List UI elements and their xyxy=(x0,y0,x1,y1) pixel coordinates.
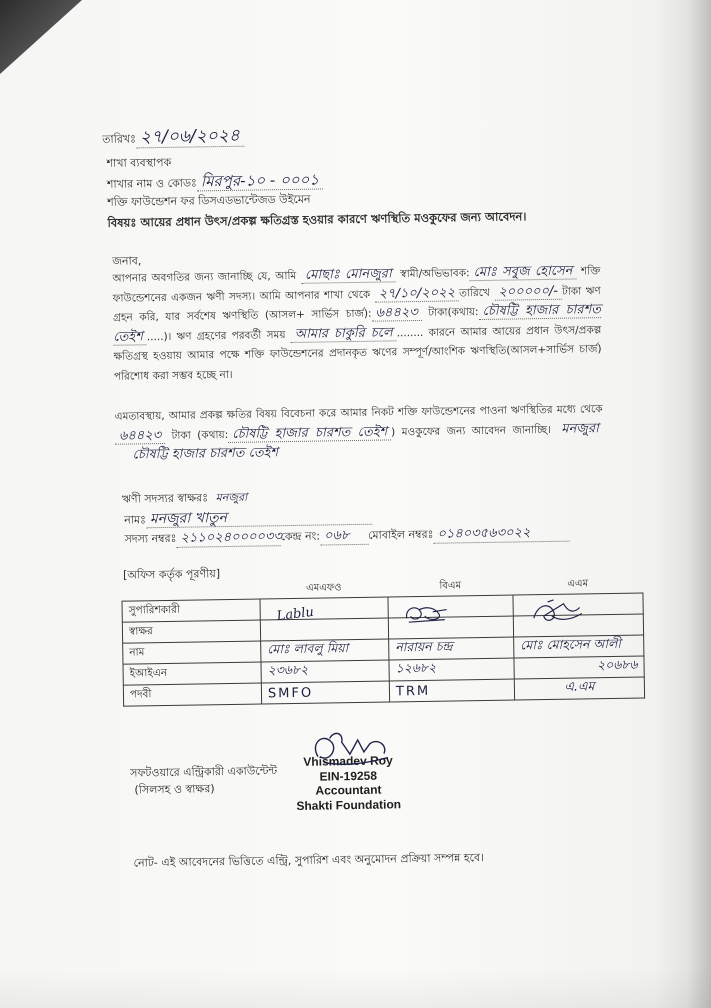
applicant-name: মোছাঃ মোনজুরা xyxy=(301,266,396,283)
stamp-ein: EIN-19258 xyxy=(319,768,378,784)
ein-am xyxy=(514,656,644,679)
row-label-ein: ইআইএন xyxy=(123,662,261,685)
name-am xyxy=(514,635,644,658)
member-id: ২১১০২৪০০০০৩৩ xyxy=(176,529,280,548)
designation-mfo-value: SMFO xyxy=(267,685,314,701)
branch-line xyxy=(107,171,323,192)
paragraph-2 xyxy=(114,400,603,466)
center-number: ০৬৮ xyxy=(320,528,368,546)
p1-text-1: আপনার অবগতির জন্য জানাচ্ছি যে, আমি xyxy=(112,269,297,285)
p1-text-2: স্বামী/অভিভাবক: xyxy=(400,267,470,281)
branch-label: শাখার নাম ও কোডঃ xyxy=(106,176,197,191)
signature-am-cell xyxy=(513,614,643,637)
member-name: মনজুরা খাতুন xyxy=(146,508,372,529)
row-label-recommender: সুপারিশকারী xyxy=(122,599,260,622)
footer-note: নোট- এই আবেদনের ভিত্তিতে এন্ট্রি, সুপারিশ এবং অনুমোদন প্রক্রিয়া সম্পন্ন হবে। xyxy=(133,851,485,870)
p1-text-6: টাকা(কথায়: xyxy=(428,306,479,319)
p1-text-8: ........ কারনে আমার আয়ের প্রধান উৎস/প্রকল্প ক্ষতিগ্রস্থ হওয়ায় আমার পক্ষে শক্তি ফাউন্ডেশনের প্রদানকৃত ঋণের সম্পূর্ণ/আংশিক ঋণস্থিতি(আসল+সার্ভিস চার্জ) পরিশোধ করা সম্ভব হচ্ছে না। xyxy=(113,323,602,383)
designation-bm xyxy=(389,679,514,702)
p1-text-7: .....)। ঋণ গ্রহণের পরবর্তী সময় xyxy=(146,328,286,343)
subject-line: বিষয়ঃ আয়ের প্রধান উৎস/প্রকল্প ক্ষতিগ্রস্ত হওয়ার কারণে ঋণস্থিতি মওকুফের জন্য আবেদন। xyxy=(107,209,527,230)
p2-text-3: ) মওকুফের জন্য আবেদন জানাচ্ছি। xyxy=(391,423,551,438)
name-bm xyxy=(389,637,514,660)
accountant-label: সফটওয়ারে এন্ট্রিকারী একাউন্টেন্ট xyxy=(130,764,278,780)
ein-bm-value: ১২৬৮২ xyxy=(395,659,437,676)
column-header-bm: বিএম xyxy=(388,578,513,597)
ein-bm xyxy=(389,658,514,681)
outstanding-in-words: চৌষট্টি হাজার চারশত তেইশ xyxy=(113,302,602,345)
stamp-organization: Shakti Foundation xyxy=(296,796,402,813)
designation-am-value: এ.এম xyxy=(564,678,595,694)
column-header-am: এএম xyxy=(513,575,643,595)
p1-text-4: তারিখে xyxy=(458,286,490,299)
addressee-title: শাখা ব্যবস্থাপক xyxy=(106,155,172,170)
date-label: তারিখঃ xyxy=(102,132,137,146)
designation-bm-value: TRM xyxy=(395,683,431,699)
salutation: জনাব, xyxy=(112,254,142,268)
member-signature: মনজুরা xyxy=(215,490,248,505)
mobile-number: ০১৪০৩৫৬৩০২২ xyxy=(433,525,569,544)
guardian-name: মোঃ সবুজ হোসেন xyxy=(469,263,576,281)
paragraph-1 xyxy=(112,262,602,387)
name-mfo xyxy=(261,639,389,662)
branch-value: মিরপুর-১০ - ০০০১ xyxy=(197,170,323,191)
row-label-signature: স্বাক্ষর xyxy=(122,620,260,643)
ein-mfo xyxy=(261,660,389,683)
applicant-signature: মনজুরা xyxy=(561,420,599,437)
ein-mfo-value: ২৩৬৮২ xyxy=(267,661,309,678)
accountant-sub-label: (সিলসহ ও স্বাক্ষর) xyxy=(134,782,215,797)
signature-bm xyxy=(399,599,459,628)
center-label: কেন্দ্র নং: xyxy=(280,529,321,544)
signature-bm-cell xyxy=(388,616,513,639)
p1-text-3: শক্তি ফাউন্ডেশনের একজন ঋণী সদস্য। আমি আপনার শাখা থেকে xyxy=(112,265,601,305)
designation-am xyxy=(514,677,644,700)
office-heading: [অফিস কর্তৃক পূরণীয়] xyxy=(122,567,221,582)
p1-text-5: টাকা ঋণ গ্রহন করি, যার সর্বশেষ ঋণস্থিতি (আসল+ সার্ভিস চার্জ): xyxy=(112,284,601,324)
member-id-label: সদস্য নম্বরঃ xyxy=(124,531,177,546)
loan-amount: ২০০০০০/- xyxy=(494,283,562,300)
waiver-amount: ৬৪৪২৩ xyxy=(115,427,165,444)
member-signature-line xyxy=(122,490,252,508)
name-bm-value: নারায়ন চন্দ্র xyxy=(395,638,453,655)
loan-date: ২৭/১০/২০২২ xyxy=(375,285,460,302)
column-header-mfo: এমএফও xyxy=(260,579,388,599)
stamp-name: Vhismadev Roy xyxy=(303,753,393,769)
organization-name: শক্তি ফাউন্ডেশন ফর ডিসএডভান্টেজড উইমেন xyxy=(107,192,311,209)
member-name-label: নামঃ xyxy=(124,513,147,527)
mobile-label: মোবাইল নম্বরঃ xyxy=(367,527,434,542)
waiver-in-words-repeat: চৌষট্টি হাজার চারশত তেইশ xyxy=(132,445,279,463)
accountant-signature xyxy=(303,725,394,776)
signature-am xyxy=(524,597,594,628)
date-value: ২৭/০৬/২০২৪ xyxy=(136,126,244,149)
table-header-corner xyxy=(122,582,260,602)
date-line xyxy=(102,125,244,148)
row-label-designation: পদবী xyxy=(123,683,261,706)
p2-text-1: এমতাবস্থায়, আমার প্রকল্প ক্ষতির বিষয় বিবেচনা করে আমার নিকট শক্তি ফাউন্ডেশনের পাওনা ঋণস্থিতির মধ্যে থেকে xyxy=(114,403,603,423)
member-signature-label: ঋণী সদস্যর স্বাক্ষরঃ xyxy=(121,491,209,506)
p2-text-2: টাকা (কথায়: xyxy=(171,428,229,442)
outstanding-amount: ৬৪৪২৩ xyxy=(371,305,421,322)
ein-am-value: ২০৬৮৬ xyxy=(596,656,638,673)
name-mfo-value: মোঃ লাবলু মিয়া xyxy=(267,640,349,657)
waiver-in-words: চৌষট্টি হাজার চারশত তেইশ xyxy=(228,424,391,443)
office-approval-table xyxy=(121,575,645,706)
member-name-line xyxy=(124,508,372,529)
hardship-reason: আমার চাকুরি চলে xyxy=(291,325,397,343)
signature-mfo: Lablu xyxy=(275,604,315,625)
member-id-line xyxy=(124,525,569,549)
stamp-designation: Accountant xyxy=(315,782,382,798)
designation-mfo xyxy=(261,681,389,704)
name-am-value: মোঃ মোহসেন আলী xyxy=(520,635,622,653)
signature-mfo-cell xyxy=(260,604,388,641)
row-label-name: নাম xyxy=(123,641,261,664)
